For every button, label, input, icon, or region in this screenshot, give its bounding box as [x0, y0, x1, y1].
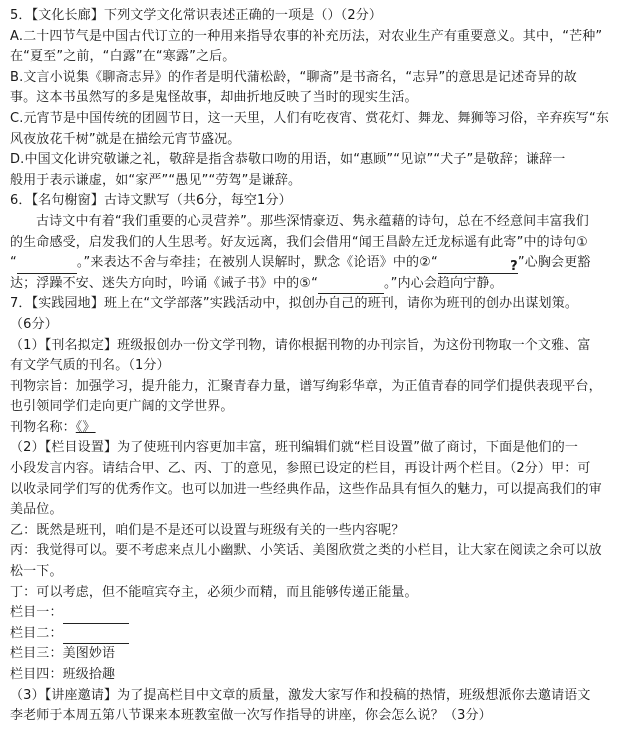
q5-option-d: D.中国文化讲究敬谦之礼，敬辞是指含恭敬口吻的用语，如“惠顾”“见谅”“犬子”是敬辞；谦辞一 — [10, 152, 566, 168]
q7-sub3-cont: 李老师于本周五第八节课来本班教室做一次写作指导的讲座，你会怎么说？（3分） — [10, 708, 492, 724]
q7-bing-cont: 松一下。 — [10, 564, 63, 580]
q5-option-c: C.元宵节是中国传统的团圆节日，这一天里，人们有吃夜宵、赏花灯、舞龙、舞狮等习俗，辛弃疾写“东 — [10, 110, 609, 126]
q7-purpose: 刊物宗旨：加强学习，提升能力，汇聚青春力量，谱写绚彩华章，为正值青春的同学们提供表现平台， — [10, 378, 602, 394]
q5-stem: 5．【文化长廊】下列文学文化常识表述正确的一项是（）（2分） — [10, 8, 383, 23]
q7-points: （6分） — [10, 316, 58, 332]
q6-text-3: 。”来表达不舍与牵挂；在被别人误解时，默念《论语》中的②“ — [76, 255, 438, 271]
q7-column-2 — [10, 624, 635, 645]
q6-paragraph-1: 古诗文中有着“我们重要的心灵营养”。那些深情豪迈、隽永蕴藉的诗句，总在不经意间丰富我们 — [36, 213, 589, 229]
q7-sub1-cont: 有文学气质的刊名。（1分） — [10, 358, 170, 374]
q7-column-3: 栏目三：美图妙语 — [10, 646, 116, 662]
q6-text-3-end: ”心胸会更豁 — [517, 255, 591, 271]
q7-column-4: 栏目四：班级拾趣 — [10, 667, 116, 682]
q7-column-2-label: 栏目二： — [10, 625, 63, 641]
q5-option-b: B.文言小说集《聊斋志异》的作者是明代蒲松龄，“聊斋”是书斋名，“志异”的意思是记述奇异的故 — [10, 69, 577, 85]
q5-option-d-cont: 般用于表示谦虚，如“家严”“愚见”“劳驾”是谦辞。 — [10, 172, 302, 188]
q7-column-2-blank[interactable] — [63, 627, 129, 644]
q6-quote-open: “ — [10, 255, 17, 271]
q5-option-a: A.二十四节气是中国古代订立的一种用来指导农事的补充历法，对农业生产有重要意义。其中，“芒种” — [10, 28, 603, 44]
q6-blank-2-mark: ? — [510, 258, 518, 274]
q7-sub2-cont-1: 小段发言内容。请结合甲、乙、丙、丁的意见，参照已设定的栏目，再设计两个栏目。（2分）甲：可 — [10, 461, 591, 477]
q6-blank-5[interactable] — [318, 277, 384, 294]
q5-option-a-cont: 在“夏至”之前，“白露”在“寒露”之后。 — [10, 49, 236, 65]
q5-option-b-cont: 事。这本书虽然写的多是鬼怪故事，却曲折地反映了当时的现实生活。 — [10, 90, 418, 106]
q7-bing: 丙：我觉得可以。要不考虑来点儿小幽默、小笑话、美图欣赏之类的小栏目，让大家在阅读之余可以放 — [10, 543, 602, 559]
q7-yi: 乙：既然是班刊，咱们是不是还可以设置与班级有关的一些内容呢？ — [10, 522, 405, 538]
q6-paragraph-2: 的生命感受，启发我们的人生思考。好友远离，我们会借用“闻王昌龄左迁龙标遥有此寄”中的诗句① — [10, 234, 588, 250]
q6-text-4-end: 。”内心会趋向宁静。 — [384, 275, 503, 291]
q7-purpose-cont: 也引领同学们走向更广阔的文学世界。 — [10, 399, 234, 415]
q6-blank-2[interactable] — [438, 257, 518, 274]
q7-ding: 丁：可以考虑，但不能喧宾夺主，必须少而精，而且能够传递正能量。 — [10, 584, 418, 600]
q6-paragraph-4 — [10, 274, 635, 295]
q7-journal-name-row — [10, 418, 635, 439]
q6-stem: 6．【名句榭窗】古诗文默写（共6分，每空1分） — [10, 193, 292, 209]
q7-stem: 7．【实践园地】班上在“文学部落”实践活动中，拟创办自己的班刊，请你为班刊的创办出谋划策。 — [10, 296, 578, 312]
q7-sub3: （3）【讲座邀请】为了提高栏目中文章的质量，激发大家写作和投稿的热情，班级想派你去邀请语文 — [10, 687, 591, 703]
q7-sub2-cont-2: 以收录同学们写的优秀作文。也可以加进一些经典作品，这些作品具有恒久的魅力，可以提高我们的审 — [10, 481, 602, 497]
q6-text-4: 达；浮躁不安、迷失方向时，吟诵《诫子书》中的⑤“ — [10, 275, 318, 291]
q7-column-1 — [10, 603, 635, 624]
q7-journal-name-field[interactable]: 《》 — [75, 419, 96, 435]
q7-sub2: （2）【栏目设置】为了使班刊内容更加丰富，班刊编辑们就“栏目设置”做了商讨，下面是他们的一 — [10, 440, 578, 456]
q7-column-1-label: 栏目一： — [10, 605, 63, 621]
q6-paragraph-3 — [10, 253, 635, 274]
q5-option-c-cont: 风夜放花千树”就是在描绘元宵节盛况。 — [10, 131, 241, 147]
q7-sub2-cont-3: 美品位。 — [10, 502, 63, 518]
q7-sub1: （1）【刊名拟定】班级报创办一份文学刊物，请你根据刊物的办刊宗旨，为这份刊物取一个文雅、富 — [10, 337, 591, 353]
q7-journal-name-label: 刊物名称： — [10, 419, 76, 435]
q7-column-1-blank[interactable] — [63, 607, 129, 624]
q6-blank-1[interactable] — [17, 257, 77, 274]
